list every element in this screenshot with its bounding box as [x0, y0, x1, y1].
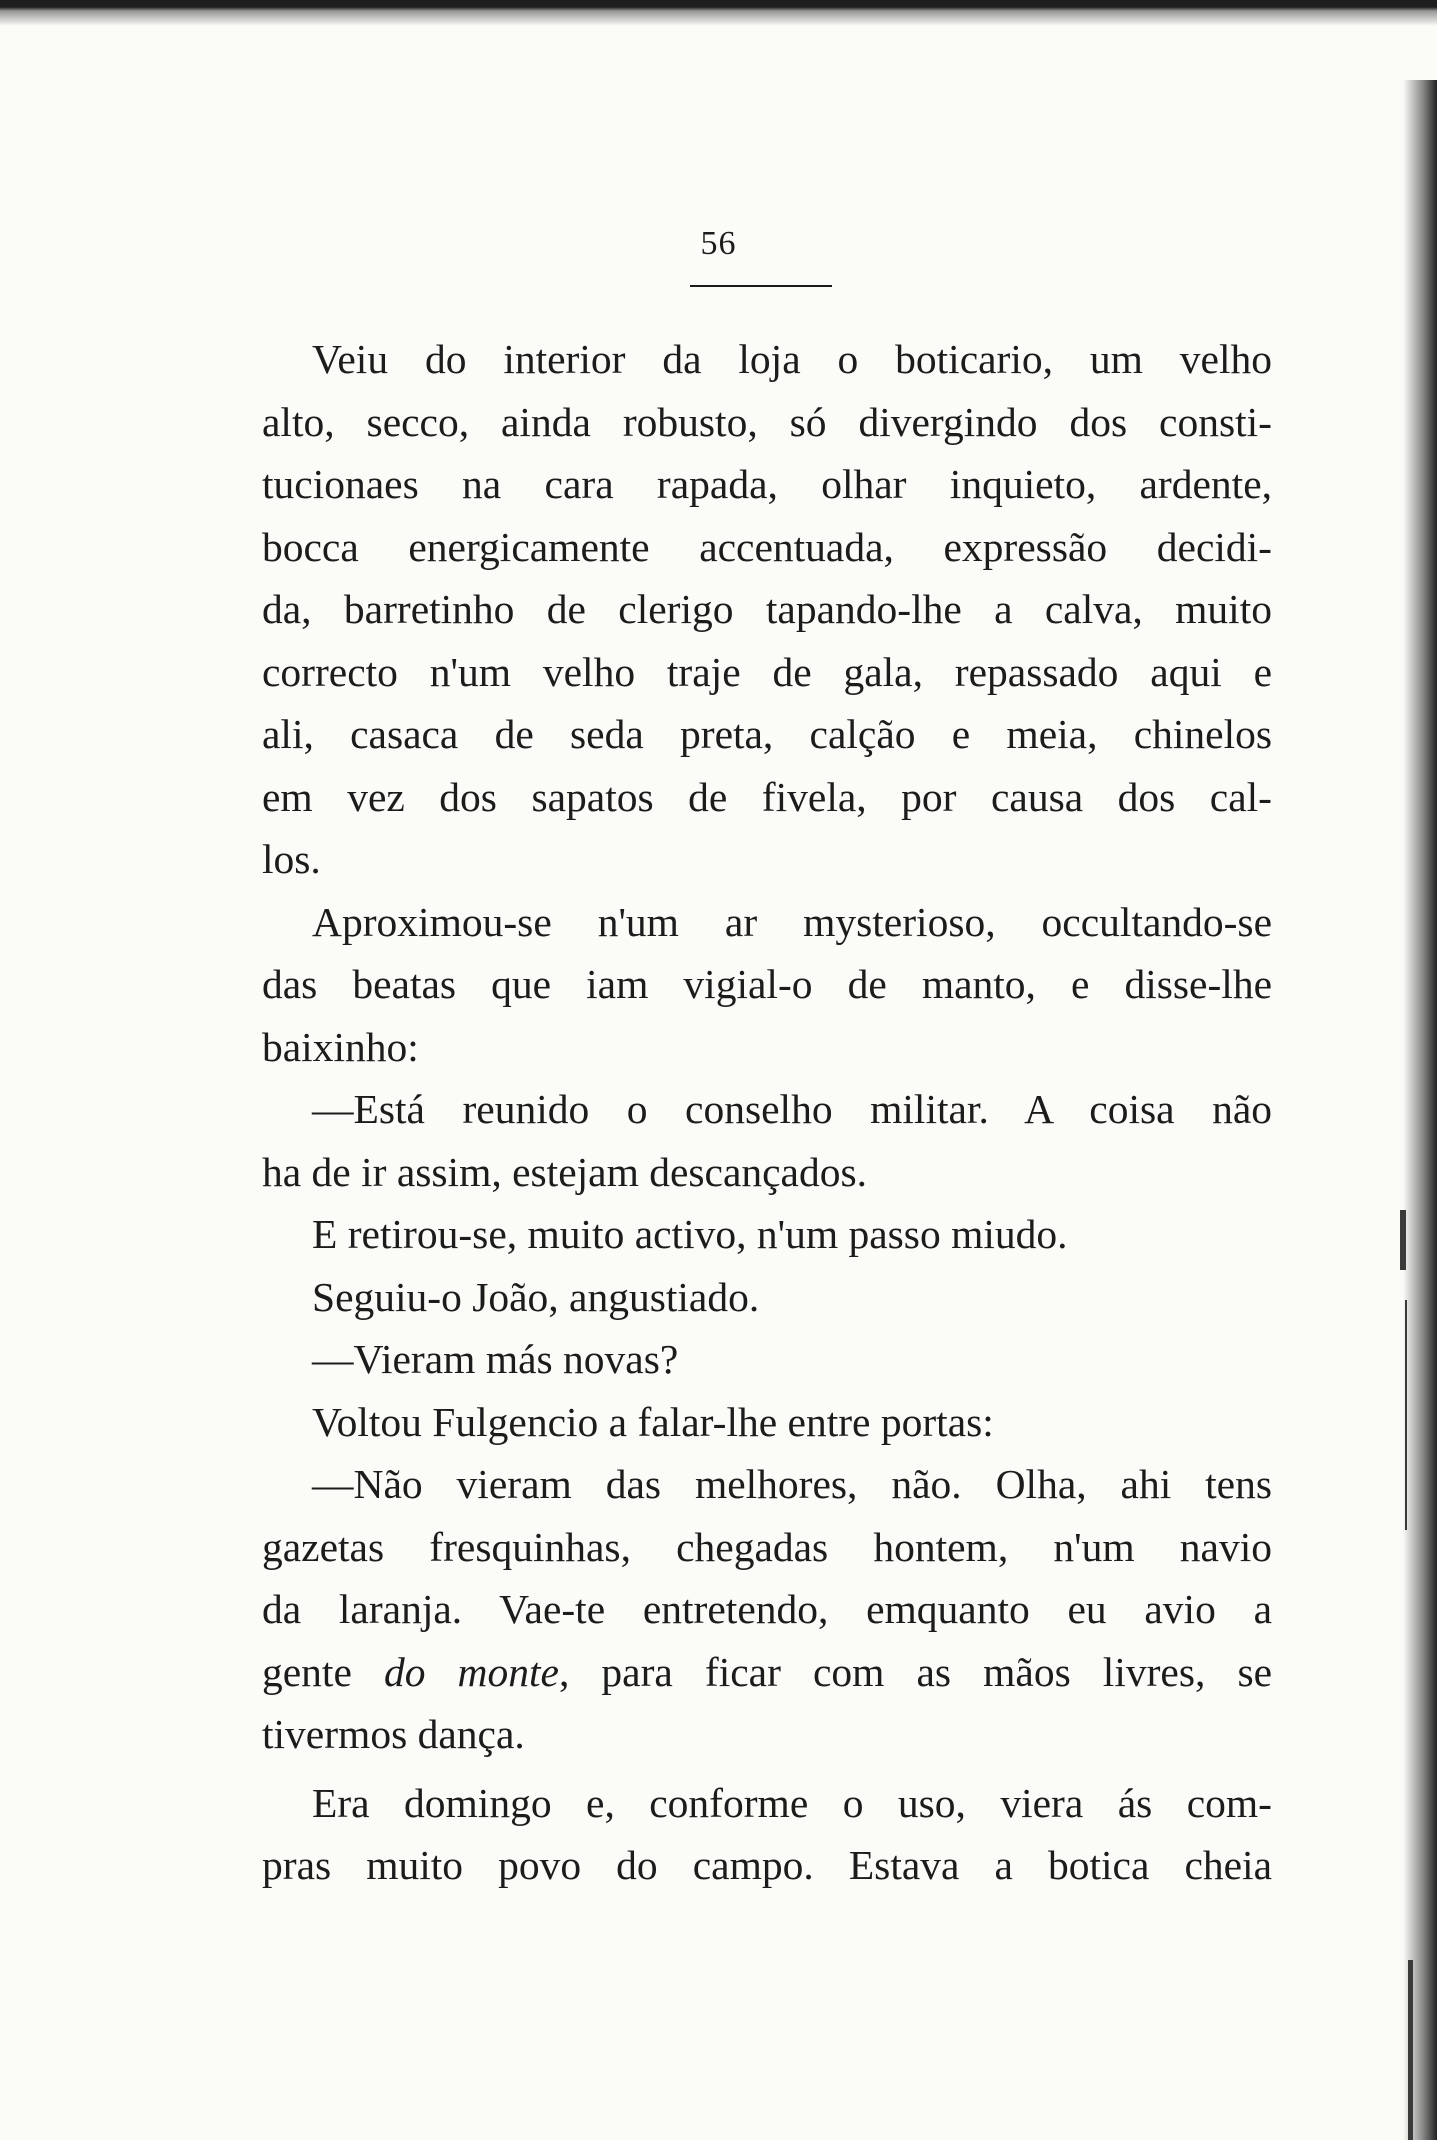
scan-top-edge — [0, 0, 1437, 30]
text-line: Voltou Fulgencio a falar-lhe entre portas: — [312, 1398, 994, 1445]
text-line: Era domingo e, conforme o uso, viera ás com- — [312, 1779, 1272, 1826]
text-line: das beatas que iam vigial-o de manto, e disse-lhe — [262, 961, 1272, 1007]
header-rule — [690, 285, 832, 287]
scan-speck — [1405, 1300, 1407, 1530]
text-line: E retirou-se, muito activo, n'um passo miudo. — [312, 1211, 1068, 1257]
scan-speck — [1408, 1960, 1413, 2140]
text-line: correcto n'um velho traje de gala, repassado aqui e — [262, 648, 1272, 695]
text-line: baixinho: — [262, 1023, 419, 1070]
text-line: los. — [262, 836, 321, 882]
scan-binding-shadow — [1403, 80, 1437, 2140]
text-line: em vez dos sapatos de fivela, por causa dos cal- — [262, 773, 1272, 820]
text-line: da laranja. Vae-te entretendo, emquanto eu avio a — [262, 1586, 1272, 1632]
text-line: da, barretinho de clerigo tapando-lhe a calva, muito — [262, 586, 1272, 632]
body-text — [262, 328, 1272, 1897]
text-line: —Vieram más novas? — [312, 1336, 679, 1382]
text-line: alto, secco, ainda robusto, só divergindo dos consti- — [262, 398, 1272, 445]
text-line-with-italic — [262, 1641, 1272, 1704]
text-line: —Está reunido o conselho militar. A coisa não — [312, 1086, 1272, 1132]
text-line: Veiu do interior da loja o boticario, um velho — [312, 336, 1272, 382]
text-line: Seguiu-o João, angustiado. — [312, 1273, 760, 1320]
italic-phrase: do monte — [383, 1648, 559, 1695]
text-line: bocca energicamente accentuada, expressão decidi- — [262, 523, 1272, 570]
text-line: tucionaes na cara rapada, olhar inquieto, ardente, — [262, 461, 1272, 507]
text-line: ali, casaca de seda preta, calção e meia, chinelos — [262, 711, 1272, 757]
text-line: pras muito povo do campo. Estava a botica cheia — [262, 1842, 1272, 1888]
text-fragment: , para ficar com as mãos livres, se — [558, 1648, 1273, 1695]
scan-speck — [1400, 1210, 1406, 1270]
text-line: Aproximou-se n'um ar mysterioso, occultando-se — [312, 898, 1272, 945]
text-line: ha de ir assim, estejam descançados. — [262, 1148, 867, 1195]
page-number: 56 — [700, 225, 737, 262]
text-line: —Não vieram das melhores, não. Olha, ahi tens — [312, 1461, 1272, 1507]
text-line: tivermos dança. — [262, 1711, 525, 1757]
text-line: gazetas fresquinhas, chegadas hontem, n'um navio — [262, 1523, 1272, 1570]
text-fragment: gente — [262, 1648, 384, 1695]
